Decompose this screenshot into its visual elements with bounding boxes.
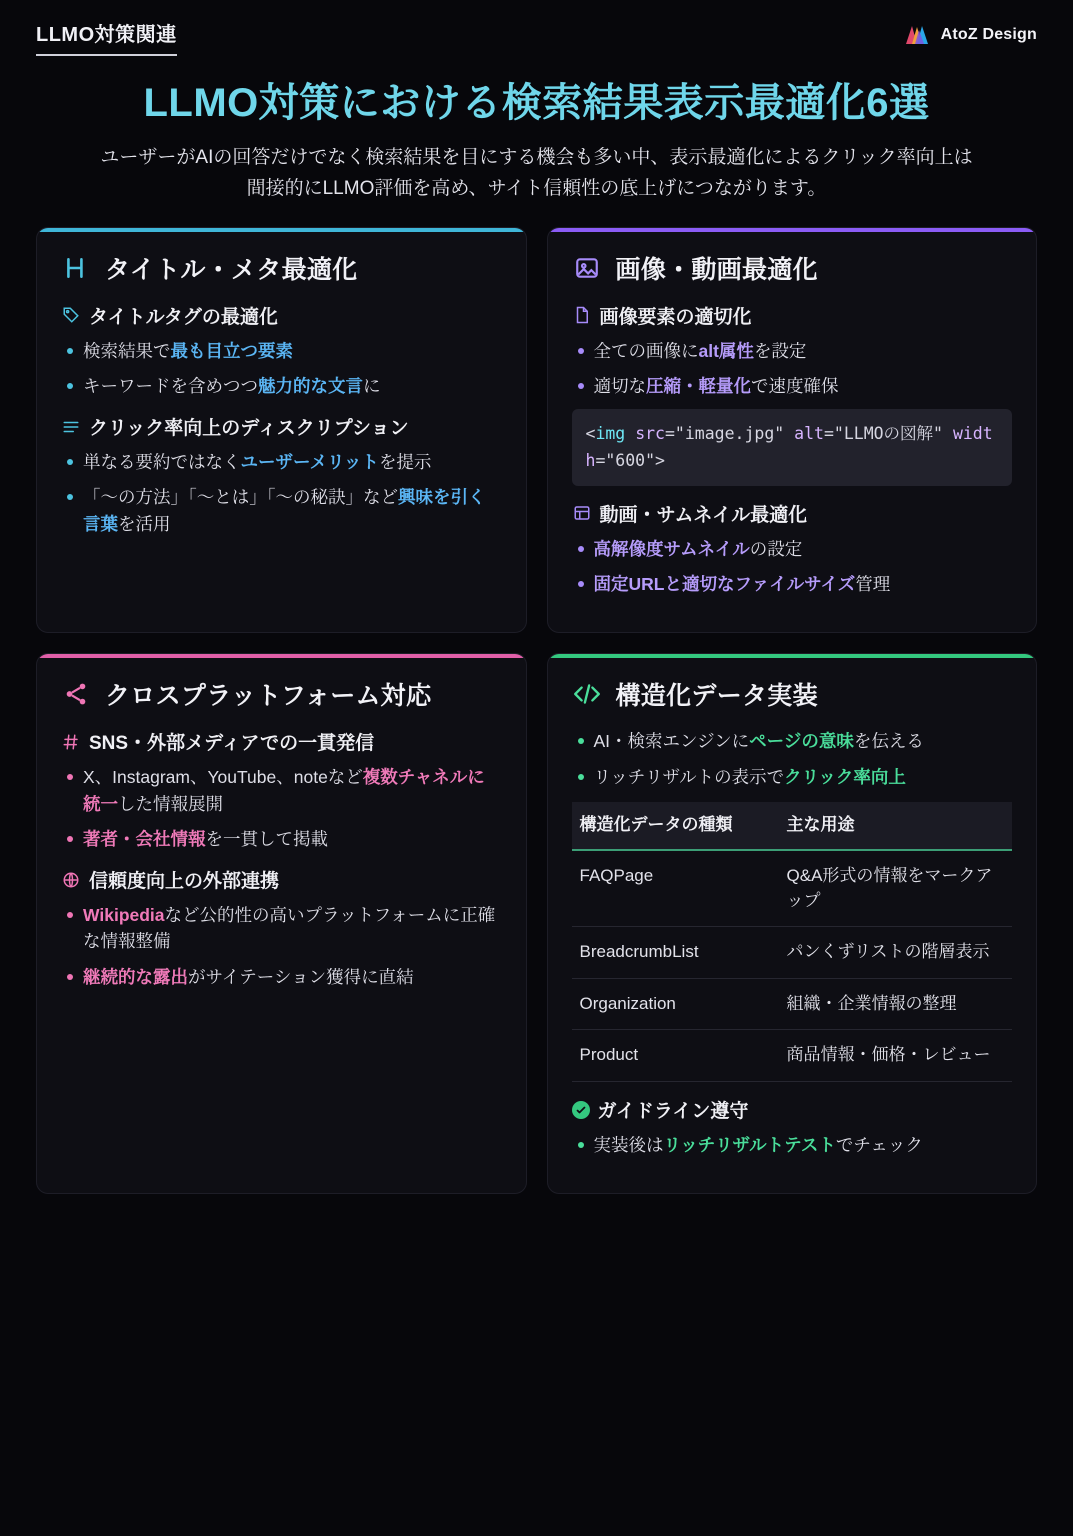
subsection-label: クリック率向上のディスクリプション [89, 418, 409, 440]
cell-type: FAQPage [572, 850, 779, 927]
brand-logo-icon [902, 22, 932, 48]
file-icon [572, 305, 592, 325]
bullet-list-structured-top [572, 728, 1013, 790]
code-brackets-icon [572, 679, 602, 709]
column-header-usage: 主な用途 [779, 802, 1012, 850]
cell-usage: 商品情報・価格・レビュー [779, 1030, 1012, 1082]
bullet-list-video [572, 536, 1013, 598]
bullet-list-title-tag [61, 338, 502, 400]
subsection-guideline [572, 1096, 1013, 1123]
lead-line-1: ユーザーがAIの回答だけでなく検索結果を目にする機会も多い中、表示最適化によるクリック率向上は [100, 147, 973, 168]
lead-line-2: 間接的にLLMO評価を高め、サイト信頼性の底上げにつながります。 [246, 178, 827, 200]
column-header-type: 構造化データの種類 [572, 802, 779, 850]
cell-usage: Q&A形式の情報をマークアップ [779, 850, 1012, 927]
table-row [572, 1030, 1013, 1082]
layout-grid-icon [572, 503, 592, 523]
card-title: 構造化データ実装 [615, 682, 818, 711]
list-item: リッチリザルトの表示でクリック率向上 [572, 764, 1013, 790]
list-item: 単なる要約ではなくユーザーメリットを提示 [61, 449, 502, 475]
list-item: 著者・会社情報を一貫して掲載 [61, 826, 502, 852]
subsection-label: 動画・サムネイル最適化 [599, 504, 808, 526]
share-icon [61, 679, 91, 709]
title-block [36, 78, 1037, 205]
subsection-video-thumbnail [572, 500, 1013, 527]
list-item: 適切な圧縮・軽量化で速度確保 [572, 373, 1013, 399]
card-image-video [547, 227, 1038, 634]
bullet-list-image [572, 338, 1013, 400]
list-item: Wikipediaなど公的性の高いプラットフォームに正確な情報整備 [61, 902, 502, 955]
card-title: クロスプラットフォーム対応 [105, 682, 432, 711]
structured-data-table [572, 802, 1013, 1082]
top-bar [36, 0, 1037, 62]
card-header [572, 250, 1013, 286]
bullet-list-guideline [572, 1132, 1013, 1158]
table-row [572, 978, 1013, 1030]
cards-grid [36, 227, 1037, 1195]
table-header-row [572, 802, 1013, 850]
card-header [61, 250, 502, 286]
image-icon [572, 253, 602, 283]
bullet-list-external [61, 902, 502, 990]
list-item: 高解像度サムネイルの設定 [572, 536, 1013, 562]
list-item: 「〜の方法」「〜とは」「〜の秘訣」など興味を引く言葉を活用 [61, 484, 502, 537]
subsection-title-tag [61, 302, 502, 329]
subsection-sns [61, 728, 502, 755]
kicker-label: LLMO対策関連 [36, 18, 177, 56]
subsection-label: ガイドライン遵守 [597, 1101, 749, 1123]
list-item: 固定URLと適切なファイルサイズ管理 [572, 571, 1013, 597]
lead-paragraph [36, 142, 1037, 205]
subsection-description [61, 413, 502, 440]
list-item: キーワードを含めつつ魅力的な文言に [61, 373, 502, 399]
card-header [572, 676, 1013, 712]
list-item: 実装後はリッチリザルトテストでチェック [572, 1132, 1013, 1158]
card-title: タイトル・メタ最適化 [105, 255, 358, 284]
hash-icon [61, 732, 81, 752]
list-item: 全ての画像にalt属性を設定 [572, 338, 1013, 364]
check-circle-icon [572, 1101, 590, 1119]
list-item: AI・検索エンジンにページの意味を伝える [572, 728, 1013, 754]
cell-usage: 組織・企業情報の整理 [779, 978, 1012, 1030]
page-title: LLMO対策における検索結果表示最適化6選 [143, 81, 930, 125]
bullet-list-description [61, 449, 502, 537]
list-item: 検索結果で最も目立つ要素 [61, 338, 502, 364]
subsection-external [61, 866, 502, 893]
cell-usage: パンくずリストの階層表示 [779, 927, 1012, 979]
cell-type: Organization [572, 978, 779, 1030]
subsection-label: SNS・外部メディアでの一貫発信 [89, 733, 375, 755]
tag-icon [61, 305, 81, 325]
list-lines-icon [61, 417, 81, 437]
brand-name: AtoZ Design [940, 26, 1037, 43]
list-item: X、Instagram、YouTube、noteなど複数チャネルに統一した情報展開 [61, 764, 502, 817]
table-row [572, 927, 1013, 979]
code-snippet: <img src="image.jpg" alt="LLMOの図解" width="600"> [572, 409, 1013, 486]
subsection-image-elements [572, 302, 1013, 329]
bullet-list-sns [61, 764, 502, 852]
card-structured-data [547, 653, 1038, 1194]
card-cross-platform [36, 653, 527, 1194]
card-title: 画像・動画最適化 [615, 255, 818, 284]
list-item: 継続的な露出がサイテーション獲得に直結 [61, 964, 502, 990]
cell-type: BreadcrumbList [572, 927, 779, 979]
subsection-label: 画像要素の適切化 [599, 306, 752, 328]
globe-icon [61, 870, 81, 890]
brand [902, 18, 1037, 48]
card-header [61, 676, 502, 712]
subsection-label: タイトルタグの最適化 [89, 306, 278, 328]
heading-tag-icon [61, 253, 91, 283]
subsection-label: 信頼度向上の外部連携 [89, 871, 280, 893]
cell-type: Product [572, 1030, 779, 1082]
card-title-meta [36, 227, 527, 634]
table-row [572, 850, 1013, 927]
